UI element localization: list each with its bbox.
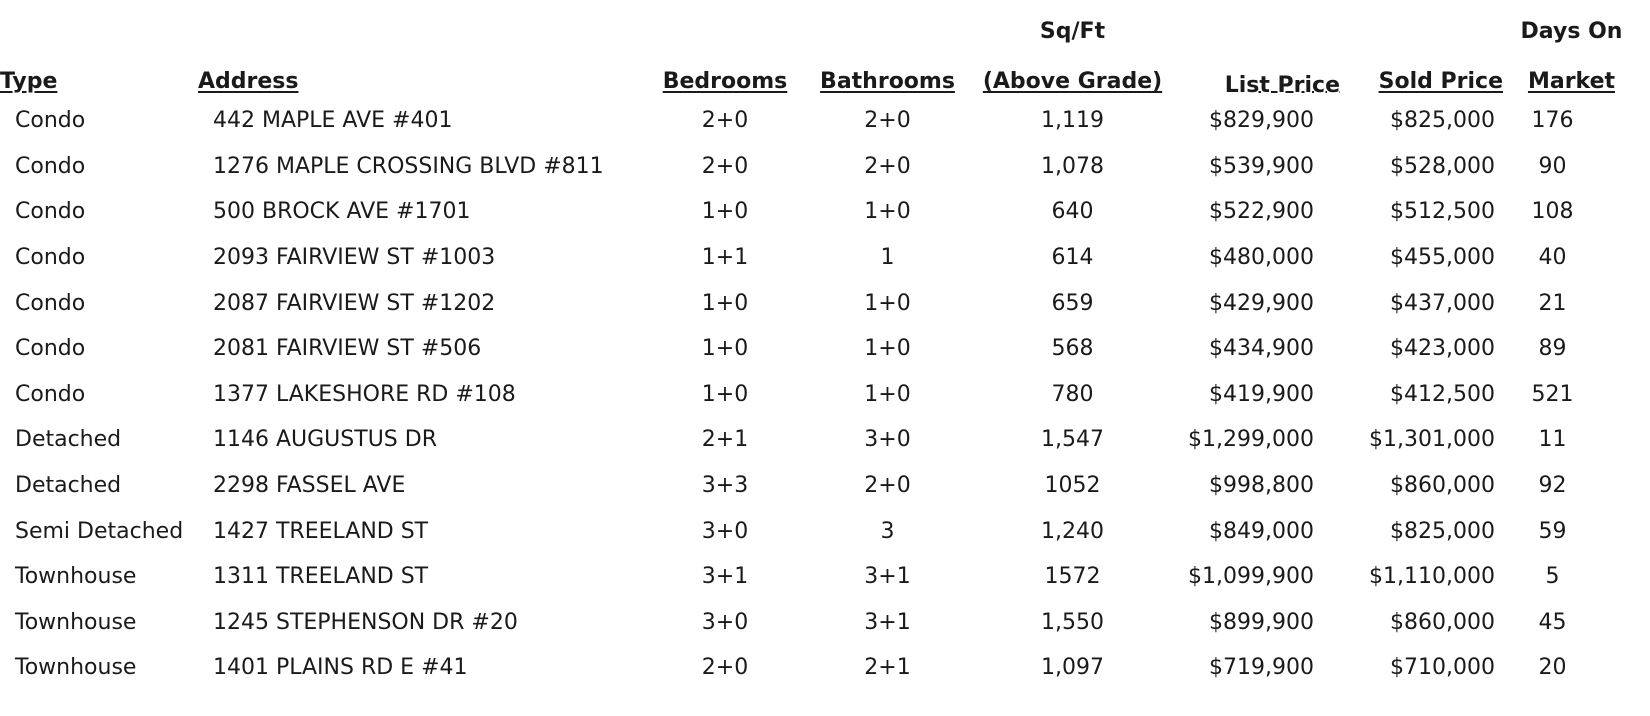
cell-list-price: $1,299,000 — [1188, 427, 1314, 453]
cell-bathrooms: 1+0 — [864, 336, 911, 362]
cell-address: 1311 TREELAND ST — [213, 564, 429, 590]
table-row — [0, 417, 1640, 463]
cell-type: Condo — [15, 381, 86, 407]
cell-list-price: $480,000 — [1209, 245, 1314, 271]
cell-days-on-market: 40 — [1538, 245, 1567, 271]
header-spacer — [645, 0, 805, 44]
cell-bathrooms: 2+1 — [864, 655, 911, 681]
cell-sold-price: $825,000 — [1390, 108, 1495, 134]
cell-address: 500 BROCK AVE #1701 — [213, 199, 471, 225]
cell-days-on-market: 108 — [1531, 199, 1574, 225]
cell-bathrooms: 3+1 — [864, 564, 911, 590]
cell-sold-price: $860,000 — [1390, 609, 1495, 635]
table-row — [0, 600, 1640, 646]
cell-type: Condo — [15, 336, 86, 362]
cell-days-on-market: 11 — [1538, 427, 1567, 453]
table-row — [0, 98, 1640, 144]
cell-type: Townhouse — [15, 564, 137, 590]
cell-address: 2087 FAIRVIEW ST #1202 — [213, 290, 496, 316]
header-type: Type — [0, 69, 58, 94]
header-address: Address — [198, 69, 299, 94]
cell-sqft: 1,550 — [1041, 609, 1104, 635]
cell-sold-price: $512,500 — [1390, 199, 1495, 225]
cell-type: Townhouse — [15, 609, 137, 635]
cell-list-price: $429,900 — [1209, 290, 1314, 316]
cell-sqft: 1052 — [1044, 473, 1101, 499]
cell-days-on-market: 21 — [1538, 290, 1567, 316]
cell-bedrooms: 3+0 — [701, 609, 749, 635]
table-row — [0, 554, 1640, 600]
cell-days-on-market: 5 — [1545, 564, 1560, 590]
table-row — [0, 645, 1640, 691]
table-body — [0, 98, 1640, 691]
cell-sold-price: $1,110,000 — [1369, 564, 1495, 590]
cell-sqft: 780 — [1051, 381, 1094, 407]
cell-sold-price: $710,000 — [1390, 655, 1495, 681]
cell-bedrooms: 2+0 — [701, 108, 749, 134]
cell-bedrooms: 3+1 — [701, 564, 749, 590]
cell-address: 1245 STEPHENSON DR #20 — [213, 609, 518, 635]
cell-address: 442 MAPLE AVE #401 — [213, 108, 453, 134]
cell-sold-price: $825,000 — [1390, 518, 1495, 544]
cell-days-on-market: 89 — [1538, 336, 1567, 362]
cell-bathrooms: 2+0 — [864, 153, 911, 179]
cell-bathrooms: 1+0 — [864, 381, 911, 407]
table-row — [0, 372, 1640, 418]
table-row — [0, 280, 1640, 326]
cell-bathrooms: 3+0 — [864, 427, 911, 453]
cell-sold-price: $860,000 — [1390, 473, 1495, 499]
cell-type: Detached — [15, 473, 122, 499]
cell-days-on-market: 176 — [1531, 108, 1574, 134]
table-row — [0, 144, 1640, 190]
cell-bathrooms: 2+0 — [864, 473, 911, 499]
table-row — [0, 189, 1640, 235]
cell-list-price: $522,900 — [1209, 199, 1314, 225]
cell-sqft: 1,097 — [1041, 655, 1104, 681]
cell-list-price: $1,099,900 — [1188, 564, 1314, 590]
cell-type: Condo — [15, 199, 86, 225]
cell-sqft: 659 — [1051, 290, 1094, 316]
cell-days-on-market: 20 — [1538, 655, 1567, 681]
table-row — [0, 235, 1640, 281]
header-row-main — [0, 44, 1640, 98]
cell-address: 2093 FAIRVIEW ST #1003 — [213, 245, 496, 271]
header-sqft-bottom: (Above Grade) — [982, 69, 1163, 94]
cell-address: 1377 LAKESHORE RD #108 — [213, 381, 516, 407]
header-spacer — [198, 0, 645, 44]
cell-sold-price: $437,000 — [1390, 290, 1495, 316]
header-list-price: List Price — [1224, 73, 1340, 98]
cell-sold-price: $412,500 — [1390, 381, 1495, 407]
header-sold-price: Sold Price — [1378, 69, 1503, 94]
cell-sold-price: $528,000 — [1390, 153, 1495, 179]
cell-address: 1401 PLAINS RD E #41 — [213, 655, 468, 681]
cell-bathrooms: 3+1 — [864, 609, 911, 635]
cell-sqft: 1,078 — [1041, 153, 1104, 179]
cell-list-price: $849,000 — [1209, 518, 1314, 544]
cell-bedrooms: 1+0 — [701, 290, 749, 316]
header-bathrooms: Bathrooms — [820, 69, 955, 94]
cell-bedrooms: 2+0 — [701, 153, 749, 179]
header-spacer — [0, 0, 198, 44]
cell-sqft: 568 — [1051, 336, 1094, 362]
cell-sqft: 1,119 — [1041, 108, 1104, 134]
header-spacer — [1175, 0, 1340, 44]
cell-list-price: $434,900 — [1209, 336, 1314, 362]
cell-bedrooms: 2+1 — [701, 427, 749, 453]
cell-type: Condo — [15, 245, 86, 271]
cell-bedrooms: 1+0 — [701, 199, 749, 225]
header-spacer — [1340, 0, 1503, 44]
cell-days-on-market: 90 — [1538, 153, 1567, 179]
header-bedrooms: Bedrooms — [662, 69, 788, 94]
cell-type: Condo — [15, 290, 86, 316]
cell-type: Semi Detached — [15, 518, 184, 544]
cell-list-price: $419,900 — [1209, 381, 1314, 407]
cell-sqft: 1,547 — [1041, 427, 1104, 453]
header-row-top — [0, 0, 1640, 44]
header-list-price-cell — [1175, 44, 1340, 98]
cell-bedrooms: 1+0 — [701, 336, 749, 362]
cell-sold-price: $455,000 — [1390, 245, 1495, 271]
cell-address: 2298 FASSEL AVE — [213, 473, 406, 499]
header-days-top: Days On — [1520, 19, 1623, 44]
cell-bedrooms: 1+0 — [701, 381, 749, 407]
cell-address: 2081 FAIRVIEW ST #506 — [213, 336, 482, 362]
header-sqft-top: Sq/Ft — [1039, 19, 1106, 44]
cell-bedrooms: 3+0 — [701, 518, 749, 544]
cell-sold-price: $1,301,000 — [1369, 427, 1495, 453]
table-row — [0, 463, 1640, 509]
cell-sold-price: $423,000 — [1390, 336, 1495, 362]
cell-bedrooms: 3+3 — [701, 473, 749, 499]
cell-bathrooms: 1 — [880, 245, 895, 271]
cell-days-on-market: 92 — [1538, 473, 1567, 499]
cell-sqft: 1572 — [1044, 564, 1101, 590]
cell-bathrooms: 2+0 — [864, 108, 911, 134]
cell-days-on-market: 59 — [1538, 518, 1567, 544]
cell-bedrooms: 2+0 — [701, 655, 749, 681]
cell-list-price: $829,900 — [1209, 108, 1314, 134]
cell-sqft: 1,240 — [1041, 518, 1104, 544]
cell-address: 1276 MAPLE CROSSING BLVD #811 — [213, 153, 604, 179]
cell-bathrooms: 1+0 — [864, 290, 911, 316]
cell-sqft: 614 — [1051, 245, 1094, 271]
cell-type: Condo — [15, 108, 86, 134]
cell-list-price: $719,900 — [1209, 655, 1314, 681]
cell-type: Townhouse — [15, 655, 137, 681]
cell-bathrooms: 1+0 — [864, 199, 911, 225]
cell-address: 1146 AUGUSTUS DR — [213, 427, 437, 453]
table-header — [0, 0, 1640, 98]
cell-list-price: $998,800 — [1209, 473, 1314, 499]
cell-days-on-market: 521 — [1531, 381, 1574, 407]
cell-sqft: 640 — [1051, 199, 1094, 225]
cell-list-price: $899,900 — [1209, 609, 1314, 635]
header-days-bottom: Market — [1527, 69, 1616, 94]
table-row — [0, 508, 1640, 554]
cell-type: Condo — [15, 153, 86, 179]
cell-type: Detached — [15, 427, 122, 453]
cell-days-on-market: 45 — [1538, 609, 1567, 635]
header-spacer — [805, 0, 970, 44]
cell-bathrooms: 3 — [880, 518, 895, 544]
cell-address: 1427 TREELAND ST — [213, 518, 429, 544]
table-row — [0, 326, 1640, 372]
cell-list-price: $539,900 — [1209, 153, 1314, 179]
cell-bedrooms: 1+1 — [701, 245, 749, 271]
